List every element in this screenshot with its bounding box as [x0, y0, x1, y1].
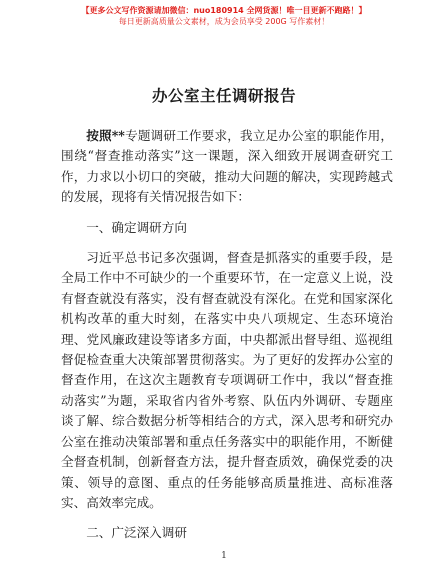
intro-lead-text: 按照**: [86, 128, 125, 143]
section-1-paragraph: 习近平总书记多次强调，督查是抓落实的重要手段，是全局工作中不可缺少的一个重要环节，在一定意义上说，没有督查就没有落实，没有督查就没有深化。在党和国家深化机构改革的重大时刻，在落实中央八项规定、生态环境治理、党风廉政建设等诸多方面，中央都派出督导组、巡视组督促检查重大决策部署贯彻落实。为了更好的发挥办公室的督查作用，在这次主题教育专项调研工作中，我以“督查推动落实”为题，采取省内省外考察、队伍内外调研、专题座谈了解、综合数据分析等相结合的方式，深入思考和研究办公室在推动决策部署和重点任务落实中的职能作用，不断健全督查机制，创新督查方法，提升督查质效，确保党委的决策、领导的意图、重点的任务能够高质量推进、高标准落实、高效率完成。: [61, 250, 393, 510]
document-title: 办公室主任调研报告: [151, 86, 296, 105]
document-body: [61, 126, 393, 544]
promo-banner-line2: 每日更新高质量公文素材，成为会员享受 200G 写作素材！: [118, 17, 330, 26]
section-heading-2: 二、广泛深入调研: [86, 525, 187, 541]
page-number: 1: [221, 551, 227, 561]
intro-paragraph: [61, 126, 393, 208]
promo-banner-line1: 【更多公文写作资源请加微信：nuo180914 全网货源！唯一目更新不跑路！】: [81, 6, 367, 15]
intro-text: 专题调研工作要求，我立足办公室的职能作用，围绕“督查推动落实”这一课题，深入细致开展调查研究工作，力求以小切口的突破，推动大问题的解决，实现跨越式的发展，现将有关情况报告如下：: [61, 128, 394, 205]
section-heading-1: 一、确定调研方向: [86, 219, 187, 235]
